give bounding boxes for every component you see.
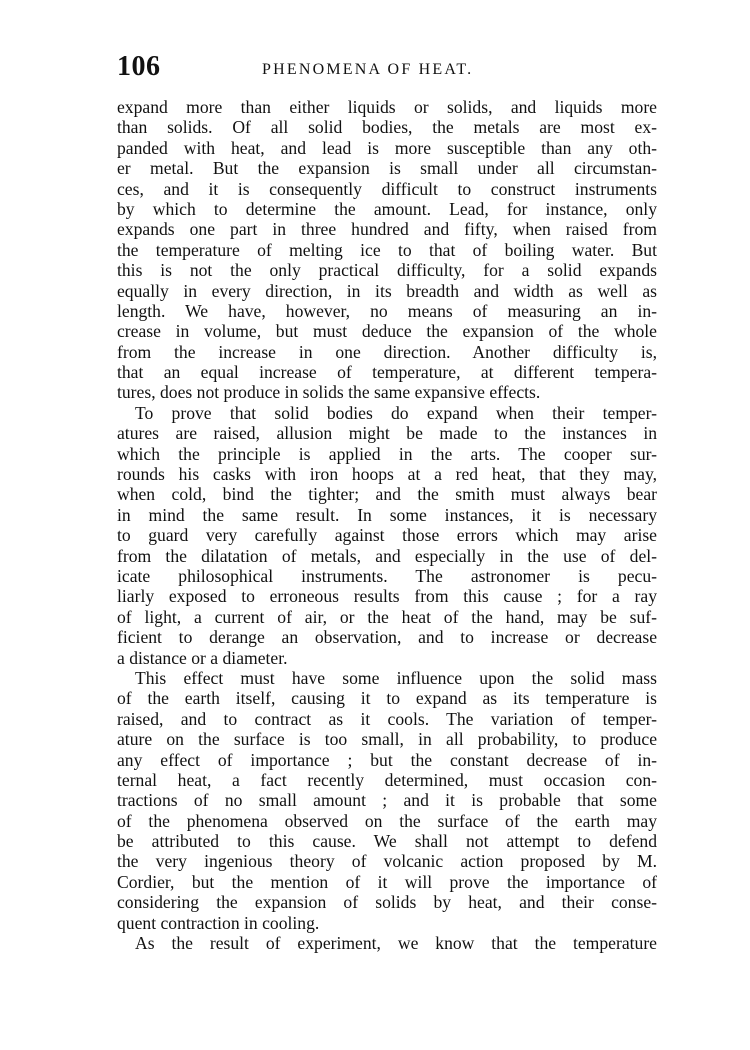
text-line: Cordier, but the mention of it will prove the importance of: [117, 871, 657, 892]
text-line: expand more than either liquids or solids, and liquids more: [117, 97, 657, 117]
text-line: ternal heat, a fact recently determined, must occasion con-: [117, 769, 657, 790]
text-line: ature on the surface is too small, in all probability, to produce: [117, 729, 657, 750]
text-line: of light, a current of air, or the heat of the hand, may be suf-: [117, 606, 657, 627]
text-line: equally in every direction, in its breadth and width as well as: [117, 280, 657, 301]
text-line: To prove that solid bodies do expand when their temper-: [135, 402, 657, 423]
text-line: quent contraction in cooling.: [117, 912, 320, 933]
text-line: that an equal increase of temperature, at different tempera-: [117, 362, 657, 383]
text-line: tractions of no small amount ; and it is probable that some: [117, 790, 657, 811]
text-line: er metal. But the expansion is small under all circumstan-: [117, 158, 657, 179]
text-line: expands one part in three hundred and fifty, when raised from: [117, 219, 657, 240]
text-line: the very ingenious theory of volcanic action proposed by M.: [117, 851, 657, 872]
paragraph-4: [117, 933, 657, 953]
paragraph-3: [117, 668, 657, 933]
text-line: by which to determine the amount. Lead, for instance, only: [117, 198, 657, 219]
text-line: ces, and it is consequently difficult to construct instruments: [117, 178, 657, 199]
text-line: liarly exposed to erroneous results from this cause ; for a ray: [117, 586, 657, 607]
text-line: be attributed to this cause. We shall not attempt to defend: [117, 831, 657, 852]
text-line: in mind the same result. In some instances, it is necessary: [117, 504, 657, 525]
text-line: of the earth itself, causing it to expand as its temperature is: [117, 688, 657, 709]
text-line: from the increase in one direction. Another difficulty is,: [117, 341, 657, 362]
text-line: rounds his casks with iron hoops at a red heat, that they may,: [117, 464, 657, 485]
page-number: 106: [117, 51, 161, 82]
text-line: of the phenomena observed on the surface of the earth may: [117, 810, 657, 831]
text-line: panded with heat, and lead is more susceptible than any oth-: [117, 137, 657, 158]
running-title: PHENOMENA OF HEAT.: [262, 61, 474, 78]
text-line: atures are raised, allusion might be made to the instances in: [117, 423, 657, 444]
running-head: [117, 50, 657, 84]
paragraph-1: [117, 97, 657, 403]
text-line: when cold, bind the tighter; and the smith must always bear: [117, 484, 657, 505]
text-line: ficient to derange an observation, and to increase or decrease: [117, 627, 657, 648]
body-text: [117, 97, 657, 953]
text-line: considering the expansion of solids by heat, and their conse-: [117, 892, 657, 913]
text-line: As the result of experiment, we know that the temperature: [135, 933, 657, 954]
paragraph-2: [117, 403, 657, 668]
text-line: length. We have, however, no means of measuring an in-: [117, 300, 657, 321]
text-line: icate philosophical instruments. The astronomer is pecu-: [117, 565, 657, 586]
text-line: a distance or a diameter.: [117, 647, 288, 668]
text-line: from the dilatation of metals, and especially in the use of del-: [117, 545, 657, 566]
text-line: raised, and to contract as it cools. The variation of temper-: [117, 708, 657, 729]
text-line: which the principle is applied in the arts. The cooper sur-: [117, 443, 657, 464]
text-line: tures, does not produce in solids the same expansive effects.: [117, 382, 541, 403]
text-line: to guard very carefully against those errors which may arise: [117, 525, 657, 546]
text-line: any effect of importance ; but the constant decrease of in-: [117, 749, 657, 770]
text-line: crease in volume, but must deduce the expansion of the whole: [117, 321, 657, 342]
text-line: the temperature of melting ice to that of boiling water. But: [117, 239, 657, 260]
text-line: than solids. Of all solid bodies, the metals are most ex-: [117, 117, 657, 138]
text-line: This effect must have some influence upon the solid mass: [135, 667, 657, 688]
text-line: this is not the only practical difficulty, for a solid expands: [117, 260, 657, 281]
